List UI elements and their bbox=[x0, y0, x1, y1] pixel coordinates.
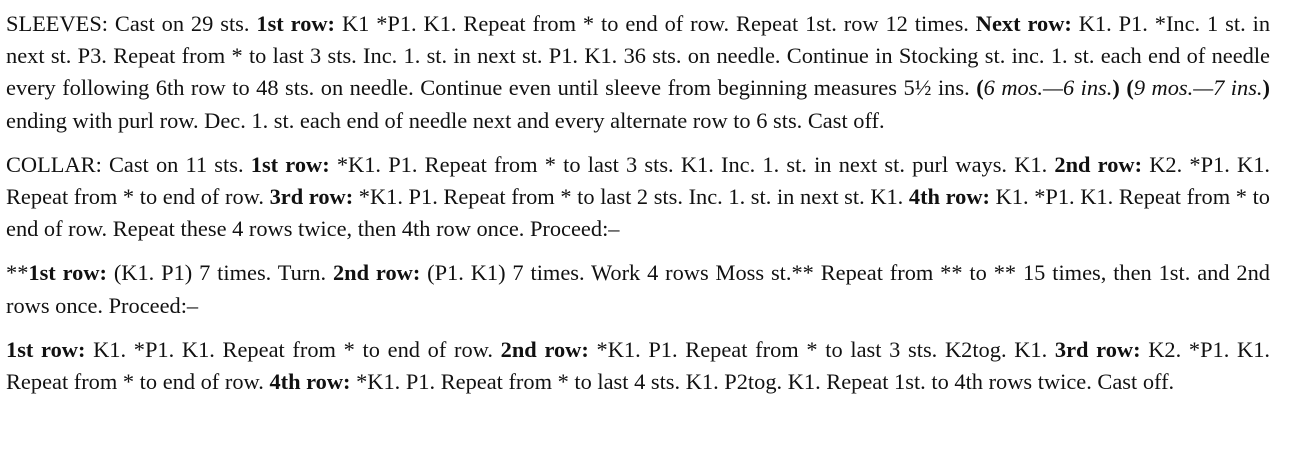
bold-label: 2nd row: bbox=[332, 260, 421, 286]
bold-label: 1st row: bbox=[256, 11, 336, 36]
bold-label: 3rd row: bbox=[269, 184, 354, 210]
bold-label: 4th row: bbox=[269, 369, 351, 395]
moss-stitch-paragraph bbox=[6, 257, 1270, 321]
sleeves-paragraph bbox=[6, 8, 1270, 137]
bold-label: Next row: bbox=[975, 11, 1072, 36]
bold-label: 1st row: bbox=[28, 260, 107, 286]
text-run: *K1. P1. Repeat from * to last 3 sts. K1. Inc. 1. st. in next st. purl ways. K1. bbox=[329, 151, 1055, 177]
italic-size-note: 9 mos.—7 ins. bbox=[1133, 75, 1263, 101]
text-run: *K1. P1. Repeat from * to last 2 sts. Inc. 1. st. in next st. K1. bbox=[353, 184, 909, 210]
text-run: ** bbox=[6, 260, 29, 286]
bold-label: ( bbox=[976, 75, 984, 101]
text-run: K1. P1. *Inc. 1 st. in next st. P3. Repeat from * to last 3 sts. Inc. 1. st. in next st. P1. K1. 36 sts. on needle. Continue in Stocking st. inc. 1. st. each end of needle every following 6th row to 48 sts. on needle. Continue even until sleeve from beginning measures 5½ ins. bbox=[6, 11, 1271, 101]
bold-label: 1st row: bbox=[6, 336, 86, 362]
text-run: (P1. K1) 7 times. Work 4 rows Moss st.** Repeat from ** to ** 15 times, then 1st. and 2nd rows once. Proceed:– bbox=[6, 260, 1270, 318]
text-run: SLEEVES: Cast on 29 sts. bbox=[6, 11, 257, 36]
text-run: K2. *P1. K1. Repeat from * to end of row. bbox=[6, 336, 1270, 395]
bold-label: 2nd row: bbox=[1054, 151, 1143, 177]
text-run: (K1. P1) 7 times. Turn. bbox=[106, 260, 333, 286]
bold-label: 3rd row: bbox=[1054, 336, 1141, 362]
text-run: K1. *P1. K1. Repeat from * to end of row. Repeat these 4 rows twice, then 4th row once. Proceed:– bbox=[6, 184, 1271, 242]
text-run: K2. *P1. K1. Repeat from * to end of row. bbox=[6, 151, 1270, 210]
final-rows-paragraph bbox=[6, 334, 1270, 398]
italic-size-note: 6 mos.—6 ins. bbox=[983, 75, 1113, 101]
text-run: K1 *P1. K1. Repeat from * to end of row. Repeat 1st. row 12 times. bbox=[335, 11, 976, 36]
text-run: *K1. P1. Repeat from * to last 4 sts. K1. P2tog. K1. Repeat 1st. to 4th rows twice. Cast off. bbox=[350, 369, 1175, 395]
bold-label: ( bbox=[1126, 75, 1134, 101]
text-run: *K1. P1. Repeat from * to last 3 sts. K2tog. K1. bbox=[588, 336, 1055, 362]
bold-label: 2nd row: bbox=[500, 336, 589, 362]
text-run: ending with purl row. Dec. 1. st. each end of needle next and every alternate row to 6 sts. Cast off. bbox=[6, 107, 885, 133]
bold-label: 1st row: bbox=[250, 151, 330, 177]
collar-paragraph bbox=[6, 149, 1270, 246]
text-run: K1. *P1. K1. Repeat from * to end of row. bbox=[85, 336, 501, 362]
text-run: COLLAR: Cast on 11 sts. bbox=[6, 151, 251, 177]
bold-label: 4th row: bbox=[908, 184, 990, 210]
bold-label: ) bbox=[1262, 75, 1271, 101]
bold-label: ) bbox=[1112, 75, 1120, 101]
